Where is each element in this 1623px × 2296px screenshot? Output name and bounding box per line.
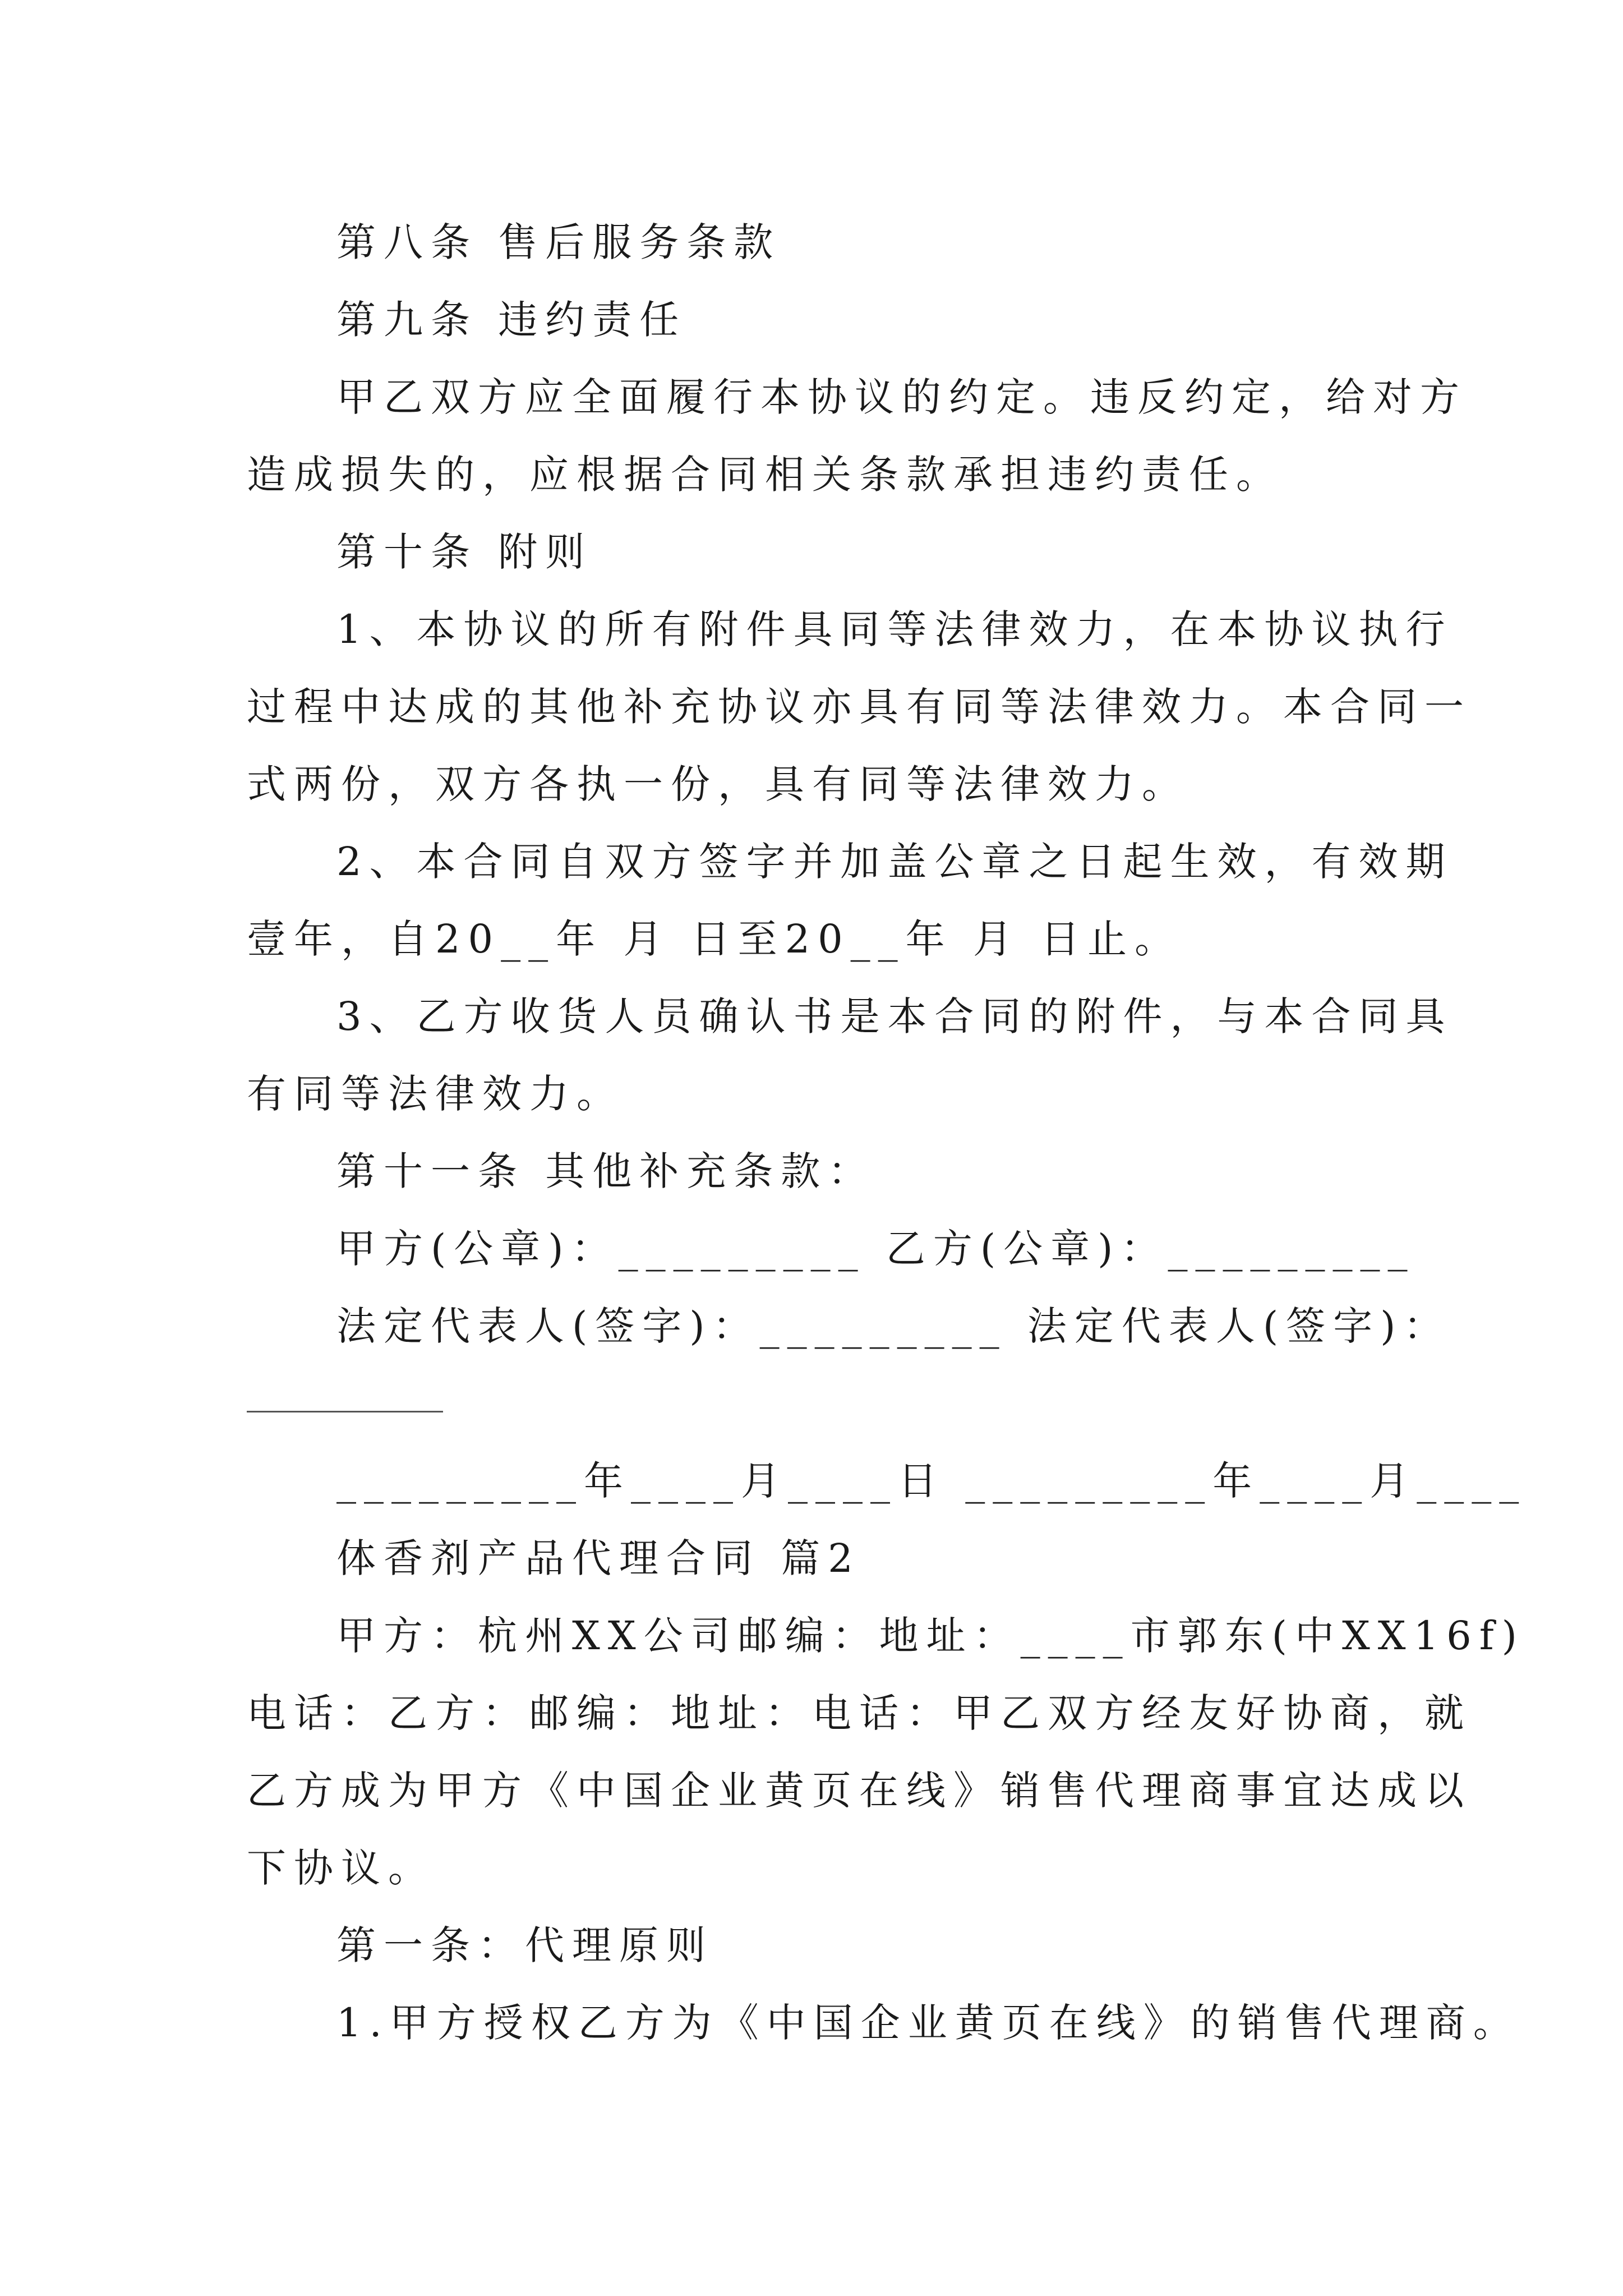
signature-line: 法定代表人(签字)：_________ 法定代表人(签字)： — [336, 1303, 1451, 1349]
article-8-heading: 第八条 售后服务条款 — [336, 219, 781, 265]
section-title: 体香剂产品代理合同 篇2 — [336, 1535, 861, 1581]
paragraph-line: 下协议。 — [247, 1845, 435, 1891]
paragraph-line: 1、本协议的所有附件具同等法律效力，在本协议执行 — [336, 606, 1453, 652]
paragraph-line: 3、乙方收货人员确认书是本合同的附件，与本合同具 — [336, 993, 1453, 1039]
paragraph-line: 2、本合同自双方签字并加盖公章之日起生效，有效期 — [336, 839, 1453, 885]
paragraph-line: 电话：乙方：邮编：地址：电话：甲乙双方经友好协商，就 — [247, 1690, 1472, 1736]
signature-blank — [247, 1411, 443, 1412]
article-10-heading: 第十条 附则 — [336, 529, 593, 575]
article-9-heading: 第九条 违约责任 — [336, 297, 687, 343]
paragraph-line: 甲乙双方应全面履行本协议的约定。违反约定，给对方 — [336, 374, 1467, 420]
paragraph-line: 造成损失的，应根据合同相关条款承担违约责任。 — [247, 452, 1283, 498]
paragraph-line: 式两份，双方各执一份，具有同等法律效力。 — [247, 761, 1189, 807]
seal-line: 甲方(公章)：_________ 乙方(公章)：_________ — [336, 1226, 1415, 1272]
paragraph-line: 乙方成为甲方《中国企业黄页在线》销售代理商事宜达成以 — [247, 1768, 1472, 1814]
paragraph-line: 壹年，自20__年 月 日至20__年 月 日止。 — [247, 916, 1182, 962]
date-line: _________年____月____日 _________年____月____ — [336, 1458, 1527, 1504]
article-1-heading: 第一条：代理原则 — [336, 1922, 713, 1968]
paragraph-line: 有同等法律效力。 — [247, 1071, 624, 1117]
paragraph-line: 过程中达成的其他补充协议亦具有同等法律效力。本合同一 — [247, 684, 1472, 730]
paragraph-line: 甲方：杭州XX公司邮编：地址：____市郭东(中XX16f) — [336, 1613, 1525, 1659]
article-11-heading: 第十一条 其他补充条款： — [336, 1148, 875, 1194]
paragraph-line: 1.甲方授权乙方为《中国企业黄页在线》的销售代理商。 — [336, 2000, 1520, 2046]
